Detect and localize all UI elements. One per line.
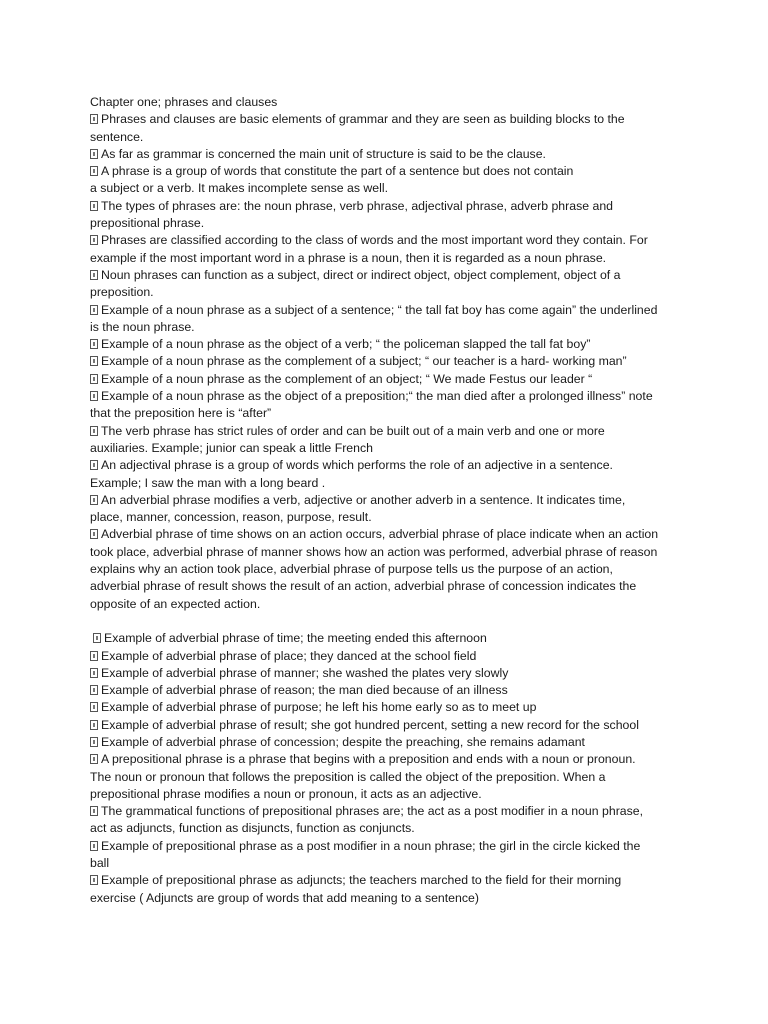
bullet-glyph-icon [90,201,98,211]
bullet-glyph-icon [90,356,98,366]
line-text: Phrases are classified according to the class of words and the most important word they contain. For [101,233,648,248]
line-text: Example of adverbial phrase of time; the meeting ended this afternoon [104,631,487,646]
line-text: Example of adverbial phrase of place; they danced at the school field [101,648,477,663]
line-text: Example of adverbial phrase of purpose; he left his home early so as to meet up [101,700,537,715]
bullet-glyph-icon [90,426,98,436]
bullet-glyph-icon [90,149,98,159]
line-text: a subject or a verb. It makes incomplete sense as well. [90,181,388,196]
line-text: Example of adverbial phrase of concession; despite the preaching, she remains adamant [101,734,585,749]
line-text: The types of phrases are: the noun phrase, verb phrase, adjectival phrase, adverb phrase and [101,198,614,213]
text-line [90,561,690,578]
text-line [90,353,690,370]
blank-line [90,613,690,630]
text-line [90,699,690,716]
text-line [90,232,690,249]
bullet-glyph-icon [90,720,98,730]
text-line [90,198,690,215]
document-page [90,94,690,907]
text-line [90,648,690,665]
line-text: Example of adverbial phrase of reason; the man died because of an illness [101,683,508,698]
line-text: explains why an action took place, adverbial phrase of purpose tells us the purpose of an action, [90,562,613,577]
text-line [90,596,690,613]
bullet-glyph-icon [90,754,98,764]
text-line [90,215,690,232]
text-line [90,544,690,561]
line-text: opposite of an expected action. [90,596,261,611]
line-text: An adjectival phrase is a group of words which performs the role of an adjective in a sentence. [101,458,613,473]
line-text: prepositional phrase modifies a noun or pronoun, it acts as an adjective. [90,786,482,801]
text-line [90,872,690,889]
text-line [90,492,690,509]
line-text: Chapter one; phrases and clauses [90,95,278,109]
line-text: is the noun phrase. [90,319,195,334]
text-line [90,163,690,180]
line-text: The verb phrase has strict rules of order and can be built out of a main verb and one or more [101,423,605,438]
bullet-glyph-icon [90,270,98,280]
line-text: place, manner, concession, reason, purpose, result. [90,510,372,525]
bullet-glyph-icon [90,651,98,661]
line-text: exercise ( Adjuncts are group of words that add meaning to a sentence) [90,890,479,905]
line-text: Example of prepositional phrase as adjuncts; the teachers marched to the field for their morning [101,873,622,888]
text-line [90,578,690,595]
bullet-glyph-icon [90,737,98,747]
line-text: Example of a noun phrase as the complement of a subject; “ our teacher is a hard- working man” [101,354,627,369]
text-line [90,388,690,405]
text-line [90,475,690,492]
text-line [90,111,690,128]
line-text: auxiliaries. Example; junior can speak a little French [90,440,373,455]
line-text: Example of prepositional phrase as a post modifier in a noun phrase; the girl in the circle kicked the [101,838,641,853]
bullet-glyph-icon [90,806,98,816]
line-text: Example of adverbial phrase of manner; she washed the plates very slowly [101,665,509,680]
chapter-title [90,94,690,111]
line-text: Phrases and clauses are basic elements of grammar and they are seen as building blocks to the [101,112,625,127]
text-line [90,734,690,751]
line-text: The grammatical functions of prepositional phrases are; the act as a post modifier in a noun phrase, [101,804,644,819]
text-line [90,423,690,440]
text-line [90,457,690,474]
bullet-glyph-icon [90,685,98,695]
text-line [90,146,690,163]
line-text: Example of a noun phrase as the complement of an object; “ We made Festus our leader “ [101,371,593,386]
bullet-glyph-icon [93,633,101,643]
bullet-glyph-icon [90,235,98,245]
text-line [90,890,690,907]
bullet-glyph-icon [90,841,98,851]
text-line [90,855,690,872]
text-line [90,769,690,786]
line-text: Example; I saw the man with a long beard . [90,475,326,490]
line-text: act as adjuncts, function as disjuncts, function as conjuncts. [90,821,415,836]
line-text: took place, adverbial phrase of manner shows how an action was performed, adverbial phrase of reason [90,544,658,559]
text-line [90,717,690,734]
text-line [90,440,690,457]
text-line [90,820,690,837]
line-text: Example of a noun phrase as the object of a preposition;“ the man died after a prolonged illness” note [101,389,653,404]
bullet-glyph-icon [90,391,98,401]
line-text: Noun phrases can function as a subject, direct or indirect object, object complement, object of a [101,267,621,282]
line-text: preposition. [90,285,154,300]
bullet-glyph-icon [90,374,98,384]
line-text: that the preposition here is “after” [90,406,272,421]
text-line [90,284,690,301]
bullet-glyph-icon [90,529,98,539]
bullet-glyph-icon [90,460,98,470]
line-text: prepositional phrase. [90,216,205,231]
line-text: A phrase is a group of words that constitute the part of a sentence but does not contain [101,164,574,179]
line-text: Adverbial phrase of time shows on an action occurs, adverbial phrase of place indicate when an action [101,527,659,542]
text-line [90,838,690,855]
bullet-glyph-icon [90,114,98,124]
line-text: An adverbial phrase modifies a verb, adjective or another adverb in a sentence. It indicates time, [101,492,626,507]
line-text: adverbial phrase of result shows the result of an action, adverbial phrase of concession indicates the [90,579,637,594]
line-text: Example of a noun phrase as a subject of a sentence; “ the tall fat boy has come again” the underlined [101,302,658,317]
text-line [90,302,690,319]
text-line [90,267,690,284]
bullet-glyph-icon [90,702,98,712]
text-line [90,786,690,803]
text-line [90,336,690,353]
text-line [90,665,690,682]
bullet-glyph-icon [90,495,98,505]
line-text: A prepositional phrase is a phrase that begins with a preposition and ends with a noun or pronoun. [101,752,636,767]
text-line [90,405,690,422]
text-line [90,526,690,543]
line-text: Example of adverbial phrase of result; she got hundred percent, setting a new record for the school [101,717,639,732]
text-line [90,803,690,820]
line-text: As far as grammar is concerned the main unit of structure is said to be the clause. [101,146,546,161]
line-text: ball [90,856,110,871]
bullet-glyph-icon [90,305,98,315]
text-line [90,250,690,267]
text-line [90,751,690,768]
bullet-glyph-icon [90,875,98,885]
line-text: The noun or pronoun that follows the preposition is called the object of the preposition. When a [90,769,606,784]
text-line [90,180,690,197]
line-text: example if the most important word in a phrase is a noun, then it is regarded as a noun phrase. [90,250,607,265]
bullet-glyph-icon [90,339,98,349]
bullet-glyph-icon [90,166,98,176]
text-line [90,630,690,647]
text-line [90,682,690,699]
line-text: sentence. [90,129,144,144]
bullet-glyph-icon [90,668,98,678]
line-text: Example of a noun phrase as the object of a verb; “ the policeman slapped the tall fat boy” [101,337,591,352]
text-line [90,319,690,336]
text-line [90,129,690,146]
text-line [90,509,690,526]
text-line [90,371,690,388]
